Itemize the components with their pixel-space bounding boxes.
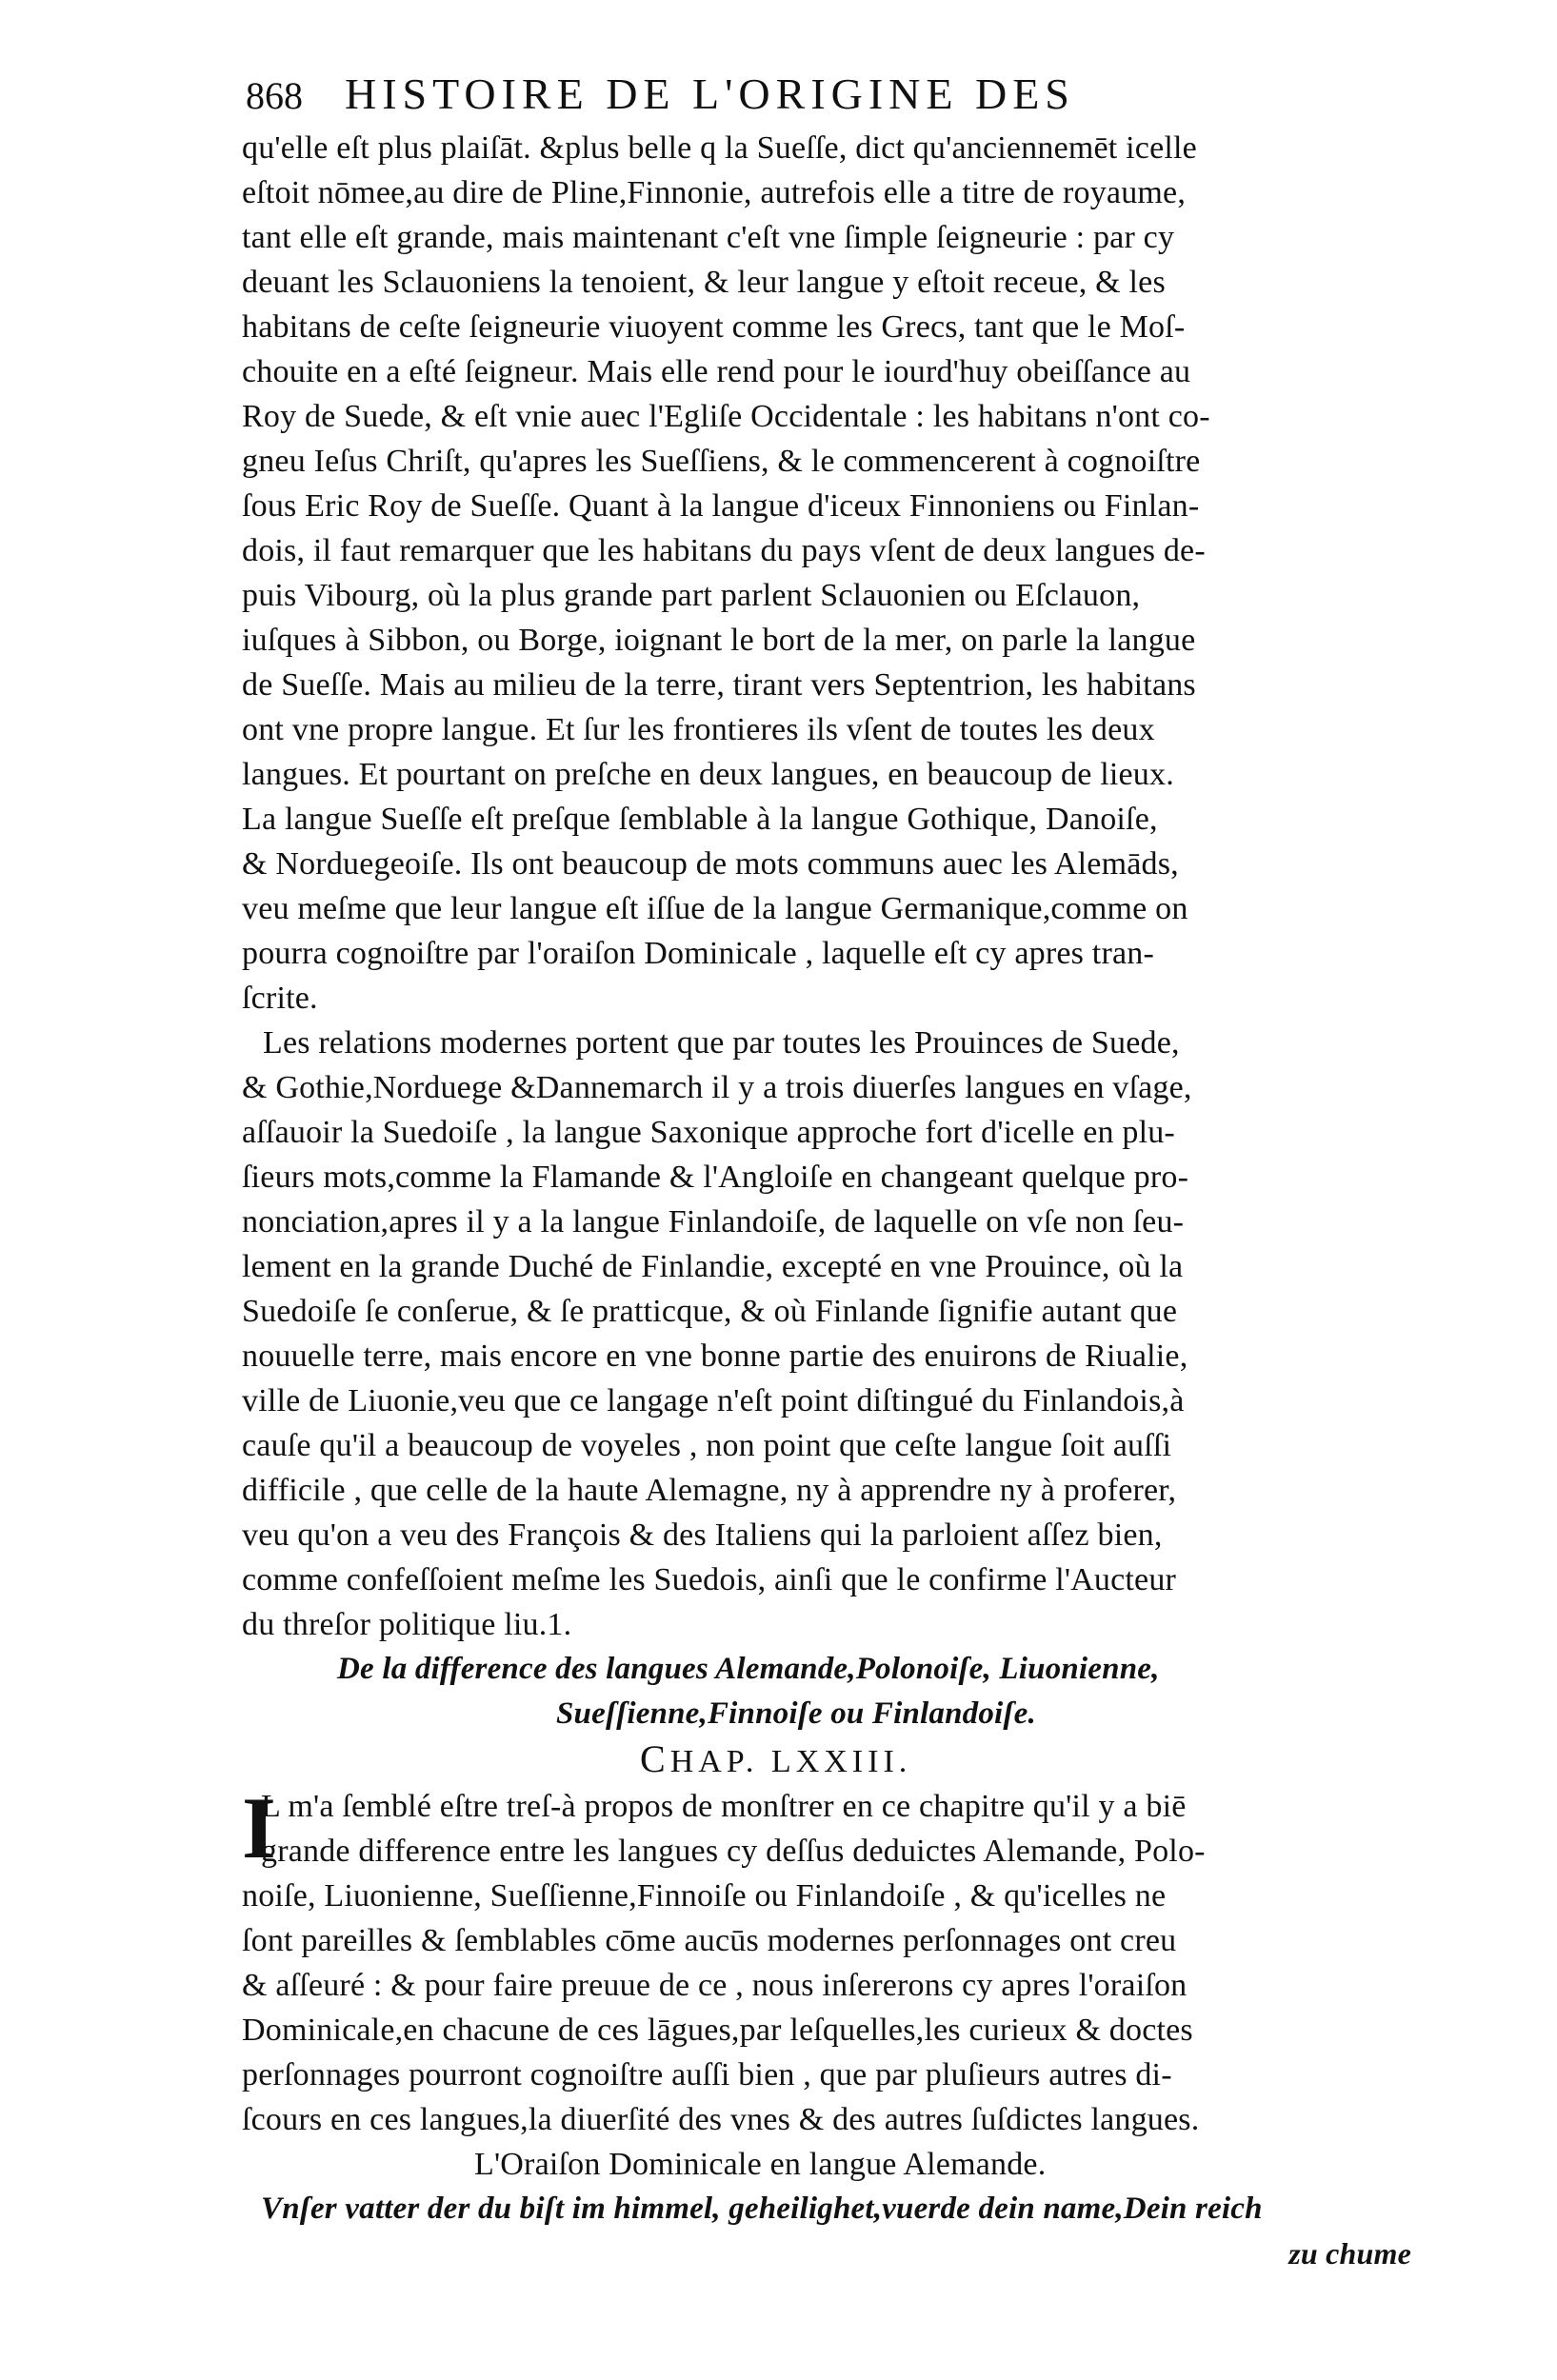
section-title: L'Oraiſon Dominicale en langue Alemande. [474, 2147, 1047, 2182]
text-line: ont vne propre langue. Et ſur les frontieres ils vſent de toutes les deux [242, 712, 1155, 747]
text-line: qu'elle eſt plus plaiſāt. &plus belle q la Sueſſe, dict qu'anciennemēt icelle [242, 130, 1197, 166]
paragraph-1 [242, 126, 1432, 1021]
text-line: perſonnages pourront cognoiſtre auſſi bien , que par pluſieurs autres di- [242, 2057, 1172, 2092]
text-line: puis Vibourg, où la plus grande part parlent Sclauonien ou Eſclauon, [242, 578, 1141, 613]
text-line: langues. Et pourtant on preſche en deux langues, en beaucoup de lieux. [242, 757, 1174, 792]
drop-cap: I [242, 1779, 277, 1876]
page-number: 868 [246, 74, 303, 117]
text-line: tant elle eſt grande, mais maintenant c'eſt vne ſimple ſeigneurie : par cy [242, 220, 1175, 255]
text-line: ſcrite. [242, 981, 318, 1016]
body-text [242, 126, 1432, 2276]
text-line: Les relations modernes portent que par toutes les Prouinces de Suede, [263, 1025, 1180, 1061]
text-line: & aſſeuré : & pour faire preuue de ce , nous inſererons cy apres l'oraiſon [242, 1968, 1188, 2003]
text-line: La langue Sueſſe eſt preſque ſemblable à la langue Gothique, Danoiſe, [242, 802, 1158, 837]
text-line: veu qu'on a veu des François & des Italiens qui la parloient aſſez bien, [242, 1517, 1163, 1553]
running-title: HISTOIRE DE L'ORIGINE DES [345, 69, 1075, 118]
running-head [246, 69, 1322, 119]
chapter-number [242, 1736, 1432, 1784]
chapter-rest: HAP. LXXIII. [669, 1744, 912, 1779]
text-line: de Sueſſe. Mais au milieu de la terre, tirant vers Septentrion, les habitans [242, 667, 1196, 703]
text-line: iuſques à Sibbon, ou Borge, ioignant le bort de la mer, on parle la langue [242, 623, 1196, 658]
text-line: & Norduegeoiſe. Ils ont beaucoup de mots communs auec les Alemāds, [242, 846, 1179, 882]
chapter-heading [242, 1647, 1432, 1784]
text-line: Roy de Suede, & eſt vnie auec l'Egliſe Occidentale : les habitans n'ont co- [242, 399, 1210, 434]
text-line: veu meſme que leur langue eſt iſſue de la langue Germanique,comme on [242, 891, 1188, 926]
text-line: ſous Eric Roy de Sueſſe. Quant à la langue d'iceux Finnoniens ou Finlan- [242, 488, 1200, 524]
text-line: ſieurs mots,comme la Flamande & l'Angloiſe en changeant quelque pro- [242, 1160, 1189, 1195]
text-line: chouite en a eſté ſeigneur. Mais elle rend pour le iourd'huy obeiſſance au [242, 354, 1191, 389]
text-line: Suedoiſe ſe conſerue, & ſe pratticque, & où Finlande ſignifie autant que [242, 1294, 1178, 1329]
paragraph-3 [242, 1779, 1432, 2142]
text-line: habitans de ceſte ſeigneurie viuoyent comme les Grecs, tant que le Moſ- [242, 309, 1186, 345]
text-line: aſſauoir la Suedoiſe , la langue Saxonique approche fort d'icelle en plu- [242, 1115, 1175, 1150]
chapter-title-line: De la difference des langues Alemande,Polonoiſe, Liuonienne, [337, 1652, 1160, 1686]
text-line: noiſe, Liuonienne, Sueſſienne,Finnoiſe ou Finlandoiſe , & qu'icelles ne [242, 1878, 1167, 1914]
text-line: eſtoit nōmee,au dire de Pline,Finnonie, autrefois elle a titre de royaume, [242, 175, 1187, 210]
text-line: ville de Liuonie,veu que ce langage n'eſt point diſtingué du Finlandois,à [242, 1383, 1185, 1418]
text-line: & Gothie,Norduege &Dannemarch il y a trois diuerſes langues en vſage, [242, 1070, 1192, 1105]
text-line: L m'a ſemblé eſtre treſ-à propos de monſtrer en ce chapitre qu'il y a biē [261, 1789, 1187, 1824]
prayer-text-line: Vnſer vatter der du biſt im himmel, geheilighet,vuerde dein name,Dein reich [261, 2192, 1263, 2226]
text-line: nonciation,apres il y a la langue Finlandoiſe, de laquelle on vſe non ſeu- [242, 1204, 1185, 1240]
catchword: zu chume [1288, 2236, 1411, 2271]
text-line: gneu Ieſus Chriſt, qu'apres les Sueſſiens, & le commencerent à cognoiſtre [242, 444, 1201, 479]
chapter-prefix: C [640, 1737, 670, 1780]
text-line: deuant les Sclauoniens la tenoient, & leur langue y eſtoit receue, & les [242, 265, 1166, 300]
paragraph-2 [242, 1021, 1432, 1647]
chapter-title-line: Sueſſienne,Finnoiſe ou Finlandoiſe. [556, 1696, 1036, 1731]
text-line: lement en la grande Duché de Finlandie, excepté en vne Prouince, où la [242, 1249, 1184, 1284]
text-line: dois, il faut remarquer que les habitans du pays vſent de deux langues de- [242, 533, 1206, 568]
text-line: du threſor politique liu.1. [242, 1607, 572, 1642]
text-line: Dominicale,en chacune de ces lāgues,par leſquelles,les curieux & doctes [242, 2013, 1193, 2048]
text-line: nouuelle terre, mais encore en vne bonne partie des enuirons de Riualie, [242, 1339, 1188, 1374]
text-line: ſont pareilles & ſemblables cōme aucūs modernes perſonnages ont creu [242, 1923, 1177, 1958]
text-line: comme confeſſoient meſme les Suedois, ainſi que le confirme l'Aucteur [242, 1562, 1177, 1597]
text-line: cauſe qu'il a beaucoup de voyeles , non point que ceſte langue ſoit auſſi [242, 1428, 1172, 1463]
text-line: ſcours en ces langues,la diuerſité des vnes & des autres ſuſdictes langues. [242, 2102, 1200, 2137]
text-line: grande difference entre les langues cy deſſus deduictes Alemande, Polo- [261, 1834, 1206, 1869]
text-line: difficile , que celle de la haute Alemagne, ny à apprendre ny à proferer, [242, 1473, 1177, 1508]
text-line: pourra cognoiſtre par l'oraiſon Dominicale , laquelle eſt cy apres tran- [242, 936, 1154, 971]
